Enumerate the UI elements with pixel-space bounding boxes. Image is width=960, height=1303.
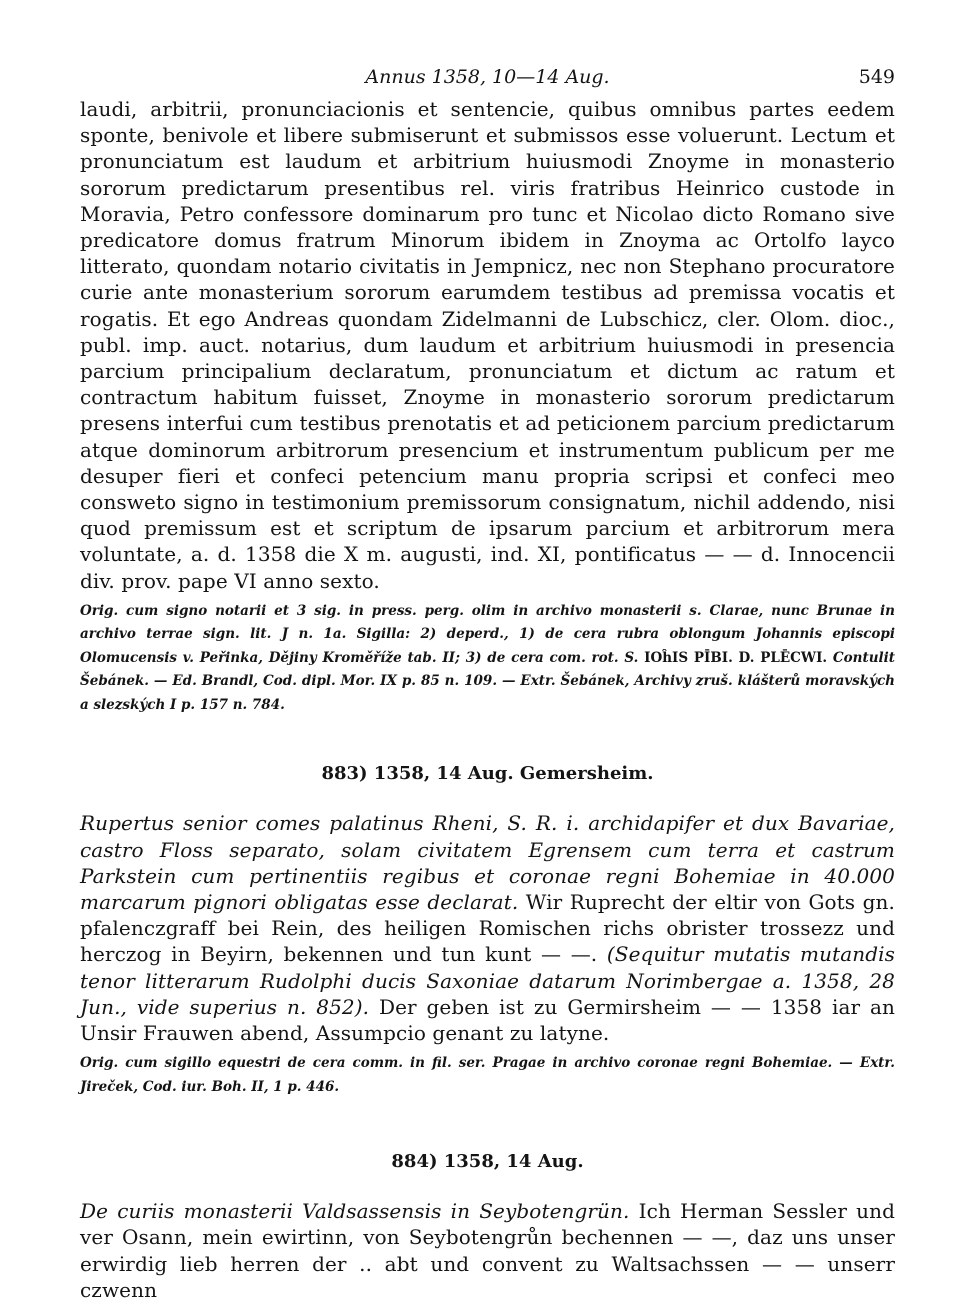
document-882-continuation: laudi, arbitrii, pronunciacionis et sentencie, quibus omnibus partes eedem sponte, benivole et libere submiserunt et submissos esse voluerunt. Lectum et pronunciatum est laudum et arbitrium huiusmodi Znoyme in monasterio sororum predictarum presentibus rel. viris fratribus Heinrico custode in Moravia, Petro confessore dominarum pro tunc et Nicolao dicto Romano sive predicatore domus fratrum Minorum ibidem in Znoyma ac Ortolfo layco litterato, quondam notario civitatis in Jempnicz, nec non Stephano procuratore curie ante monasterium sororum earumdem testibus ad premissa vocatis et rogatis. Et ego Andreas quondam Zidelmanni de Lubschicz, cler. Olom. dioc., publ. imp. auct. notarius, dum laudum et arbitrium huiusmodi in presencia parcium principalium declaratum, pronunciatum et dictum ac ratum et contractum habitum fuisset, Znoyme in monasterio sororum predictarum presens interfui cum testibus prenotatis et ad peticionem parcium predictarum atque dominorum arbitrorum presencium et instrumentum publicum per me desuper fieri et confeci petencium manu propria scripsi et confeci meo consweto signo in testimonium premissorum consignatum, nichil addendo, nisi quod premissum est et scriptum de ipsarum parcium et arbitrorum mera voluntate, a. d. 1358 die X m. augusti, ind. XI, pontificatus — — d. Innocencii div. prov. pape VI anno sexto. — [80, 97, 895, 593]
seal-inscription: IOĥIS PĪBI. D. PLĒCWI. — [644, 649, 828, 666]
document-884-regest: De curiis monasterii Valdsassensis in Seybotengrün. — [80, 1199, 630, 1224]
document-883-text-2: Der geben ist zu Germirsheim — — 1358 iar an Unsir Frauwen abend, Assumpcio genant zu latyne. — [80, 994, 895, 1045]
document-883-text-1: Wir Ruprecht der eltir von Gots gn. pfalenczgraff bei Rein, des heiligen Romischen richs obrister trossezz und herczog in Beyirn, bekennen und tun kunt — —. — [80, 889, 895, 967]
document-883-note: Orig. cum sigillo equestri de cera comm. in fil. ser. Pragae in archivo coronae regni Bohemiae. — Extr. Jireček, Cod. iur. Boh. II, 1 p. 446. — [80, 1055, 895, 1095]
document-882-note — [80, 600, 895, 718]
document-884-heading: 884) 1358, 14 Aug. — [391, 1151, 584, 1173]
document-883-regest: Rupertus senior comes palatinus Rheni, S. R. i. archidapifer et dux Bavariae, castro Floss separato, solam civitatem Egrensem cum terra et castrum Parkstein cum pertinentiis regibus et coronae regni Bohemiae in 40.000 marcarum pignori obligatas esse declarat. — [80, 811, 895, 914]
note-part-1: Orig. cum signo notarii et 3 sig. in press. perg. olim in archivo monasterii s. Clarae, nunc Brunae in archivo terrae sign. lit. J n. 1a. Sigilla: 2) deperd., 1) de cera rubra oblongum Johannis episcopi Olomucensis v. Peřinka, Dějiny Kroměříže tab. II; 3) de cera com. rot. S. — [80, 602, 895, 666]
document-page — [80, 66, 895, 1303]
running-title: Annus 1358, 10—14 Aug. — [365, 66, 610, 88]
document-883-heading: 883) 1358, 14 Aug. Gemersheim. — [321, 763, 654, 785]
document-884-body — [80, 1198, 895, 1303]
page-header — [80, 66, 895, 96]
page-number: 549 — [858, 66, 895, 88]
note-part-2: Contulit Šebánek. — Ed. Brandl, Cod. dipl. Mor. IX p. 85 n. 109. — Extr. Šebánek, Archivy zruš. klášterů moravských a slezských I p. 157 n. 784. — [80, 649, 895, 713]
document-883-text-italic: (Sequitur mutatis mutandis tenor litterarum Rudolphi ducis Saxoniae datarum Norimbergae a. 1358, 28 Jun., vide superius n. 852). — [80, 942, 896, 1019]
document-883-body — [80, 810, 895, 1046]
document-884-text: Ich Herman Sessler und ver Osann, mein ewirtinn, von Seybotengrůn bechennen — —, daz uns unser erwirdig lieb herren der .. abt und convent zu Waltsachssen — — unserr czwenn — [80, 1199, 895, 1302]
